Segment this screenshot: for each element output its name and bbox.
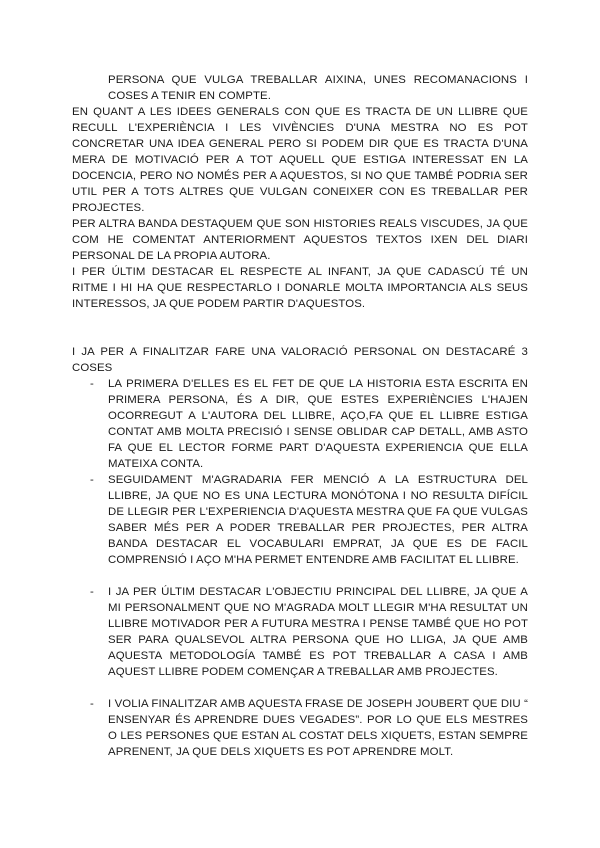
list-item: I VOLIA FINALITZAR AMB AQUESTA FRASE DE JOSEPH JOUBERT QUE DIU “ ENSENYAR ÉS APRENDRE DUES VEGADES”. POR LO QUE ELS MESTRES O LES PERSONES QUE ESTAN AL COSTAT DELS XIQUETS, ESTAN SEMPRE APRENENT, JA QUE DELS XIQUETS ES POT APRENDRE MOLT. [108,698,528,758]
bullet-marker: - [90,698,94,710]
list-item: SEGUIDAMENT M'AGRADARIA FER MENCIÓ A LA ESTRUCTURA DEL LLIBRE, JA QUE NO ES UNA LECTURA MONÓTONA I NO RESULTA DIFÍCIL DE LLEGIR PER L'EXPERIENCIA D'AQUESTA MESTRA QUE FA QUE VULGAS SABER MÉS PER A PODER TREBALLAR PER PROJECTES, PER ALTRA BANDA DESTACAR EL VOCABULARI EMPRAT, JA QUE ES DE FACIL COMPRENSIÓ I AÇO M'HA PERMET ENTENDRE AMB FACILITAT EL LLIBRE. [108,474,528,566]
paragraph-respecte-infant: I PER ÚLTIM DESTACAR EL RESPECTE AL INFANT, JA QUE CADASCÚ TÉ UN RITME I HI HA QUE RESPECTARLO I DONARLE MOLTA IMPORTANCIA ALS SEUS INTERESSOS, JA QUE PODEM PARTIR D'AQUESTOS. [72,266,528,310]
list-item: LA PRIMERA D'ELLES ES EL FET DE QUE LA HISTORIA ESTA ESCRITA EN PRIMERA PERSONA, ÉS A DIR, QUE ESTES EXPERIÈNCIES L'HAJEN OCORREGUT A L'AUTORA DEL LLIBRE, AÇO,FA QUE EL LLIBRE ESTIGA CONTAT AMB MOLTA PRECISIÓ I SENSE OBLIDAR CAP DETALL, AMB ASTO FA QUE EL LECTOR FORME PART D'AQUESTA EXPERIENCIA QUE ELLA MATEIXA CONTA. [108,378,528,470]
bullet-marker: - [90,586,94,598]
paragraph-idees-generals: EN QUANT A LES IDEES GENERALS CON QUE ES TRACTA DE UN LLIBRE QUE RECULL L'EXPERIÈNCIA I LES VIVÈNCIES D'UNA MESTRA NO ES POT CONCRETAR UNA IDEA GENERAL PERO SI PODEM DIR QUE ES TRACTA D'UNA MERA DE MOTIVACIÓ PER A TOT AQUELL QUE ESTIGA INTERESSAT EN LA DOCENCIA, PERO NO NOMÉS PER A AQUESTOS, SI NO QUE TAMBÉ PODRIA SER UTIL PER A TOTS ALTRES QUE VULGAN CONEIXER CON ES TREBALLAR PER PROJECTES. [72,106,528,214]
continuation-paragraph: PERSONA QUE VULGA TREBALLAR AIXINA, UNES RECOMANACIONS I COSES A TENIR EN COMPTE. [108,74,528,102]
paragraph-histories-reals: PER ALTRA BANDA DESTAQUEM QUE SON HISTORIES REALS VISCUDES, JA QUE COM HE COMENTAT ANTERIORMENT AQUESTOS TEXTOS IXEN DEL DIARI PERSONAL DE LA PROPIA AUTORA. [72,218,528,262]
bullet-marker: - [90,378,94,390]
bullet-marker: - [90,474,94,486]
list-item: I JA PER ÚLTIM DESTACAR L'OBJECTIU PRINCIPAL DEL LLIBRE, JA QUE A MI PERSONALMENT QUE NO M'AGRADA MOLT LLEGIR M'HA RESULTAT UN LLIBRE MOTIVADOR PER A FUTURA MESTRA I PENSE TAMBÉ QUE HO POT SER PARA QUALSEVOL ALTRA PERSONA QUE HO LLIGA, JA QUE AMB AQUESTA METODOLOGÍA TAMBÉ ES POT TREBALLAR A CASA I AMB AQUEST LLIBRE PODEM COMENÇAR A TREBALLAR AMB PROJECTES. [108,586,528,678]
paragraph-valoracio-intro: I JA PER A FINALITZAR FARE UNA VALORACIÓ PERSONAL ON DESTACARÉ 3 COSES [72,346,528,374]
